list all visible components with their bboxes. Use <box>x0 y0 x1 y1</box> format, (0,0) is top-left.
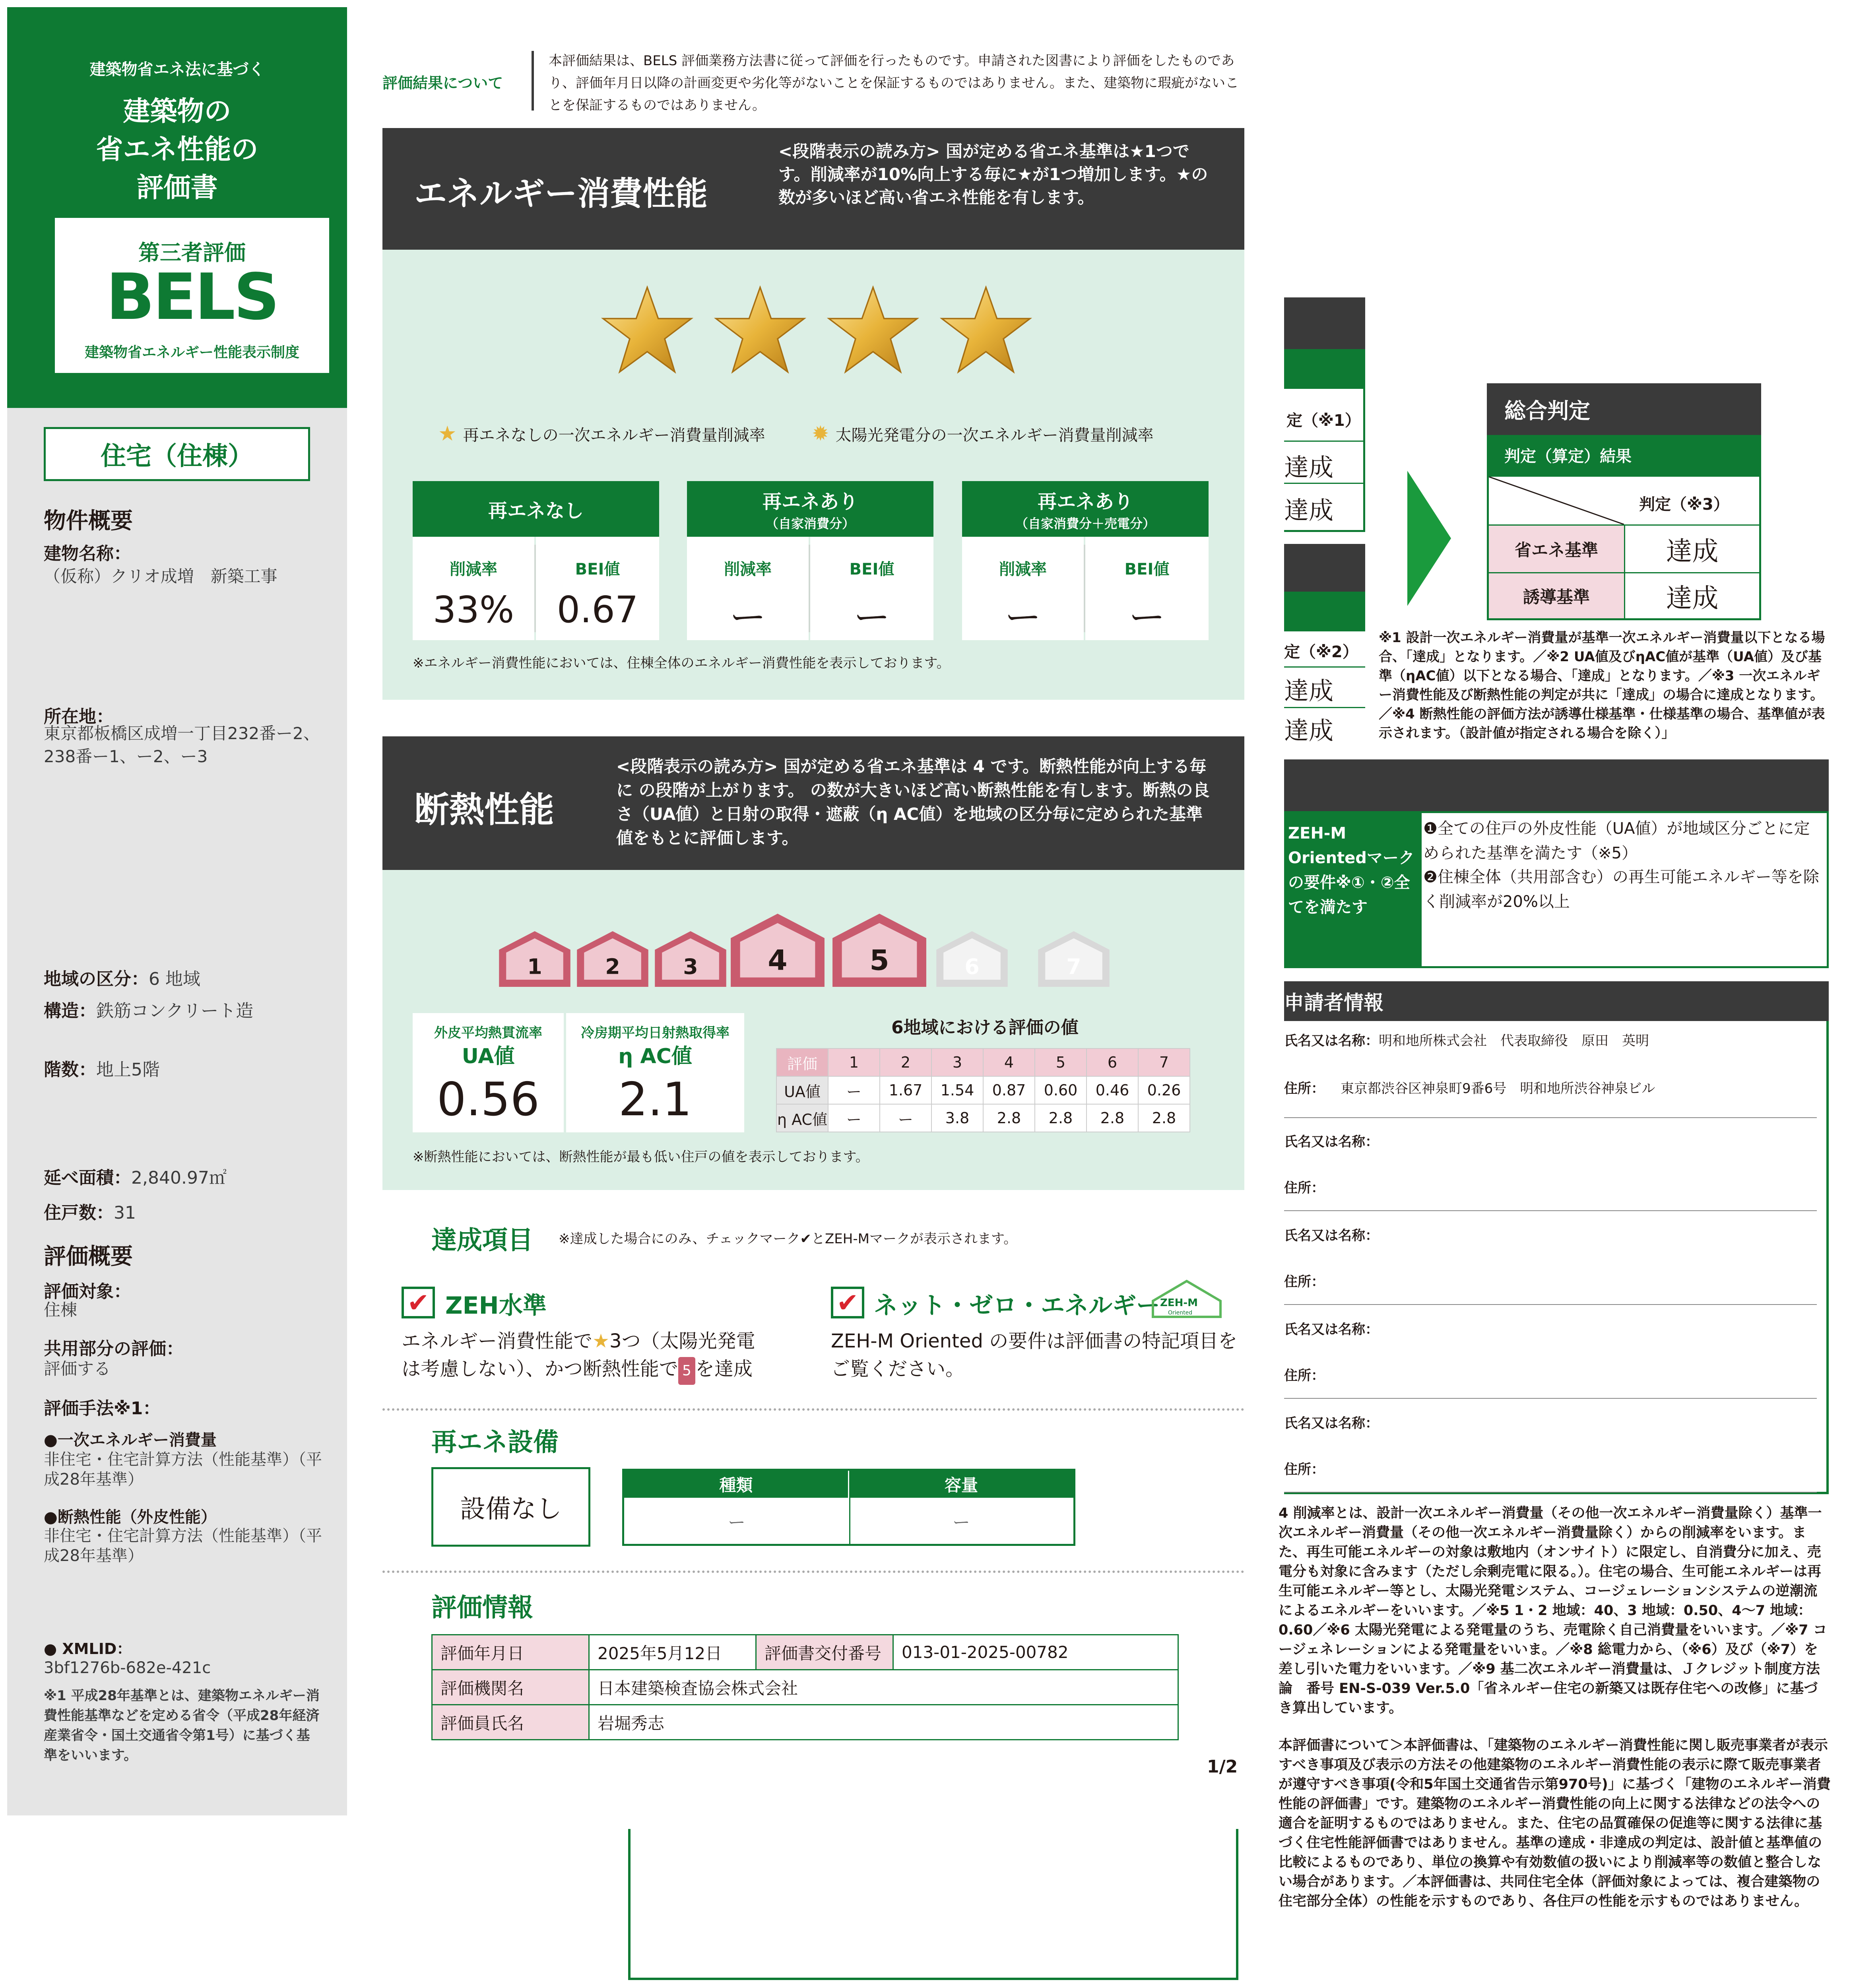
region-row <box>44 965 200 990</box>
p2-left-line-2 <box>1284 483 1363 484</box>
energy-box-title: 再エネあり <box>1037 490 1133 513</box>
bels-logo: BELS <box>106 260 278 334</box>
grade-house-icon <box>934 931 1010 988</box>
eval-date-label: 評価年月日 <box>432 1635 589 1670</box>
renewable-table <box>622 1469 1075 1546</box>
p2-judge-2a: 達成 <box>1284 676 1334 705</box>
star-legend-1 <box>438 422 765 446</box>
reduction-rate-value: 33% <box>433 588 514 631</box>
net-zero-check-icon: ✔ <box>831 1287 864 1318</box>
grade-table-cell: 1.67 <box>880 1076 931 1104</box>
applicant-row <box>1284 1117 1817 1211</box>
p2-left-box-2 <box>1284 631 1365 763</box>
zeh-text-2: 3つ（太陽光発電 <box>609 1330 755 1352</box>
grade-table-cell: ー <box>828 1076 880 1104</box>
ua-box <box>413 1013 564 1132</box>
grade-table-cell: 評価 <box>776 1048 828 1076</box>
grade-table-cell: 1 <box>828 1048 880 1076</box>
area-row <box>44 1163 227 1189</box>
reduction-rate-value: ー <box>1004 596 1041 639</box>
energy-note: ※エネルギー消費性能においては、住棟全体のエネルギー消費性能を表示しております。 <box>413 655 950 671</box>
overall-row2-value: 達成 <box>1624 572 1759 618</box>
eval-no: 013-01-2025-00782 <box>893 1635 1178 1670</box>
insulation-howto: <段階表示の読み方> 国が定める省エネ基準は 4 です。断熱性能が向上する毎に の段階が上がります。 の数が大きいほど高い断熱性能を有します。断熱の良さ（UA値）と日射の取得・遮蔽（η AC値）を地域の区分毎に定められた基準値をもとに評価します。 <box>616 757 1210 848</box>
zeh-m-mark-icon <box>1145 1277 1228 1321</box>
grade-table-cell: ー <box>880 1104 931 1132</box>
star-legend-2 <box>812 422 1154 446</box>
applicant-row-addr-label: 住所： <box>1284 1462 1325 1477</box>
energy-stars <box>601 285 1038 377</box>
p2-left-box-1 <box>1284 389 1365 532</box>
name-label: 建物名称： <box>44 544 131 564</box>
bei-value: ー <box>853 596 890 639</box>
zeh-section-body <box>1284 811 1829 968</box>
grade-table-row <box>776 1104 1190 1132</box>
structure-label: 構造： <box>44 1001 96 1021</box>
overall-row1-label: 省エネ基準 <box>1489 524 1624 572</box>
energy-box-cell-b <box>1085 537 1209 640</box>
svg-text:2: 2 <box>605 954 620 979</box>
energy-box-head <box>962 481 1209 537</box>
overall-diagonal <box>1489 477 1624 524</box>
location-label: 所在地： <box>44 707 114 727</box>
area-value: 2,840.97㎡ <box>131 1168 227 1188</box>
applicant-row-name-label: 氏名又は名称： <box>1284 1322 1379 1338</box>
legend-2-text: 太陽光発電分の一次エネルギー消費量削減率 <box>835 426 1154 445</box>
p2-notes-3: 本評価書について＞本評価書は、「建築物のエネルギー消費性能に関し販売事業者が表示すべき事項及び表示の方法その他建築物のエネルギー消費性能の表示に際て販売事業者が遵守すべき事項(令和5年国土交通省告示第970号)」に基づく「建物のエネルギー消費性能の評価書」です。建築物のエネルギー消費性能の向上に関する法律などの法令への適合を証明するものではありません。また、住宅の品質確保の促進等に関する法律に基づく住宅性能評価書ではありません。基準の達成・非達成の判定は、設計値と基準値の比較によるものであり、単位の換算や有効数値の扱いにより削減率等の数値と整合しない場合があります。／本評価書は、共同住宅全体（評価対象によっては、複合建築物の住宅部分全体）の性能を示すものであり、各住戸の性能を示すものではありません。 <box>1279 1738 1831 1909</box>
title-subtitle: 建築物省エネ法に基づく <box>89 60 265 79</box>
ua-label: UA値 <box>462 1044 515 1068</box>
renewable-none: 設備なし <box>431 1467 590 1547</box>
insulation-grades <box>497 911 1117 987</box>
units-value: 31 <box>114 1203 136 1223</box>
grade-table-cell: 0.46 <box>1087 1076 1138 1104</box>
eval-no-label: 評価書交付番号 <box>756 1635 893 1670</box>
grade-table-row <box>776 1048 1190 1076</box>
svg-text:6: 6 <box>964 954 980 979</box>
property-heading: 物件概要 <box>44 508 133 534</box>
grade-table-cell: 7 <box>1138 1048 1190 1076</box>
floors-row <box>44 1055 160 1081</box>
grade-table-cell: 2 <box>880 1048 931 1076</box>
renewable-col-type: 種類 <box>624 1471 849 1498</box>
grade-table-cell: 2.8 <box>1087 1104 1138 1132</box>
page-number-1: 1/2 <box>1207 1757 1238 1777</box>
legend-1-text: 再エネなしの一次エネルギー消費量削減率 <box>463 426 765 445</box>
p2-left-subheader-2 <box>1284 592 1365 631</box>
insulation-body <box>382 870 1244 1190</box>
applicant-title: 申請者情報 <box>1284 981 1829 1021</box>
area-label: 延べ面積： <box>44 1168 131 1188</box>
overall-table <box>1487 475 1761 620</box>
energy-box-sub: （自家消費分） <box>765 516 855 531</box>
structure-row <box>44 996 253 1022</box>
sun-star-icon: ✹ <box>812 422 829 446</box>
method-footnote: ※1 平成28年基準とは、建築物エネルギー消費性能基準などを定める省令（平成28年経済産業省令・国土交通省令第1号）に基づく基準をいいます。 <box>44 1688 320 1763</box>
title-line-3: 評価書 <box>136 172 218 204</box>
renewable-type-value: ー <box>728 1512 745 1533</box>
grade-house-icon <box>653 931 728 988</box>
eta-value: 2.1 <box>618 1073 692 1126</box>
eval-org-label: 評価機関名 <box>432 1670 589 1705</box>
applicant-row-name-label: 氏名又は名称： <box>1284 1415 1379 1431</box>
applicant-addr-label: 住所： <box>1284 1081 1325 1097</box>
disclaimer-label: 評価結果について <box>382 74 503 92</box>
overall-col-label: 判定（※3） <box>1639 495 1729 514</box>
bottom-frame <box>628 1829 1238 1980</box>
svg-text:1: 1 <box>527 954 542 979</box>
applicant-row-name-label: 氏名又は名称： <box>1284 1228 1379 1244</box>
eta-box <box>566 1013 744 1132</box>
energy-howto: <段階表示の読み方> 国が定める省エネ基準は★1つです。削減率が10%向上する毎に★が1つ増加します。★の数が多いほど高い省エネ性能を有します。 <box>778 142 1208 207</box>
eval-info-table <box>431 1634 1179 1740</box>
applicant-row-name-label: 氏名又は名称： <box>1284 1134 1379 1150</box>
energy-star-icon <box>714 285 806 377</box>
floors-label: 階数： <box>44 1060 96 1080</box>
common-label: 共用部分の評価： <box>44 1339 184 1359</box>
bels-system-label: 建築物省エネルギー性能表示制度 <box>84 344 299 361</box>
eval-summary-heading: 評価概要 <box>44 1244 133 1270</box>
applicant-addr: 東京都渋谷区神泉町9番6号 明和地所渋谷神泉ビル <box>1341 1081 1655 1097</box>
achievement-note: ※達成した場合にのみ、チェックマーク✔とZEH-Mマークが表示されます。 <box>559 1231 1017 1247</box>
zeh-requirement-label: ZEH-M Orientedマークの要件※①・②全てを満たす <box>1284 813 1422 968</box>
overall-subtitle: 判定（算定）結果 <box>1487 435 1761 475</box>
bei-value: ー <box>1128 596 1165 639</box>
energy-box-no-renewable <box>413 481 659 640</box>
grade-house-icon <box>1036 931 1112 988</box>
grade-table-cell: 3 <box>931 1048 983 1076</box>
grade-table-cell: 0.87 <box>983 1076 1035 1104</box>
grade-table-cell: 6 <box>1087 1048 1138 1076</box>
p2-judge-1a: 達成 <box>1284 453 1334 482</box>
energy-method: 非住宅・住宅計算方法（性能基準）（平成28年基準） <box>44 1450 322 1489</box>
zeh-item-1: ❶全ての住戸の外皮性能（UA値）が地域区分ごとに定められた基準を満たす（※5） <box>1423 819 1810 862</box>
zeh-text-5: を達成 <box>695 1358 753 1380</box>
applicant-name-label: 氏名又は名称： <box>1284 1033 1379 1049</box>
bei-label: BEI値 <box>1124 560 1170 579</box>
divider-2 <box>382 1571 1244 1573</box>
energy-box-self-sale <box>962 481 1209 640</box>
zeh-star-icon: ★ <box>592 1330 610 1352</box>
energy-title: エネルギー消費性能 <box>414 175 708 213</box>
xmlid-label: ● XMLID： <box>44 1640 132 1658</box>
units-label: 住戸数： <box>44 1203 114 1223</box>
energy-box-cell-a <box>962 537 1084 640</box>
grade-house-icon <box>497 931 572 988</box>
overall-row1-value: 達成 <box>1624 524 1759 572</box>
grade-table-cell: 2.8 <box>1035 1104 1087 1132</box>
insul-method-label: ●断熱性能（外皮性能） <box>44 1508 217 1526</box>
title-line-1: 建築物の <box>123 96 231 127</box>
p2-left-line-3 <box>1284 666 1365 668</box>
renewable-capacity-value: ー <box>953 1512 970 1533</box>
grade-table-cell: UA値 <box>776 1076 828 1104</box>
svg-text:4: 4 <box>768 944 788 977</box>
applicant-row-addr-label: 住所： <box>1284 1180 1325 1196</box>
svg-text:3: 3 <box>683 954 698 979</box>
grade-table-cell: 3.8 <box>931 1104 983 1132</box>
energy-star-icon <box>940 285 1032 377</box>
grade-table-cell: 2.8 <box>983 1104 1035 1132</box>
p2-judge-1b: 達成 <box>1284 496 1334 525</box>
zeh-text <box>402 1327 799 1385</box>
grade-house-icon <box>575 931 650 988</box>
applicant-row-addr-label: 住所： <box>1284 1368 1325 1384</box>
applicant-row <box>1284 1399 1817 1493</box>
common-value: 評価する <box>44 1359 111 1378</box>
energy-star-icon <box>601 285 693 377</box>
arrow-right-icon <box>1407 471 1451 606</box>
insul-method: 非住宅・住宅計算方法（性能基準）（平成28年基準） <box>44 1527 322 1565</box>
region-value: 6 地域 <box>149 969 200 989</box>
eval-info-title: 評価情報 <box>431 1593 533 1623</box>
zeh-item-2: ❷住棟全体（共用部含む）の再生可能エネルギー等を除く削減率が20%以上 <box>1423 868 1819 911</box>
energy-box-head <box>687 481 933 537</box>
p2-left-line-4 <box>1284 707 1365 708</box>
divider-1 <box>382 1408 1244 1411</box>
grade-house-icon <box>731 914 825 988</box>
energy-box-head <box>413 481 659 537</box>
target-value: 住棟 <box>44 1300 78 1320</box>
zeh-section-header <box>1284 759 1829 811</box>
energy-header <box>382 128 1244 250</box>
property-panel <box>7 408 347 1815</box>
overall-row2-label: 誘導基準 <box>1489 572 1624 618</box>
bei-label: BEI値 <box>575 560 620 579</box>
p2-judge-2-label: 定（※2） <box>1284 643 1358 661</box>
renewable-col-capacity: 容量 <box>849 1471 1073 1498</box>
p2-left-header-2 <box>1284 544 1365 592</box>
p2-left-line-1 <box>1284 441 1363 442</box>
zeh-text-3: は考慮しない）、かつ断熱性能で <box>402 1358 679 1380</box>
p2-judge-2b: 達成 <box>1284 716 1334 745</box>
energy-box-title: 再エネなし <box>488 499 584 522</box>
applicant-row-line <box>1284 1492 1817 1493</box>
disclaimer-divider <box>532 51 534 111</box>
energy-box-cell-b <box>536 537 659 640</box>
location-value: 東京都板橋区成増一丁目232番ー2、238番ー1、ー2、ー3 <box>44 724 320 766</box>
svg-text:5: 5 <box>869 944 889 977</box>
applicant-box <box>1284 1021 1829 1494</box>
applicant-name: 明和地所株式会社 代表取締役 原田 英明 <box>1379 1033 1649 1049</box>
renewable-title: 再エネ設備 <box>431 1428 559 1457</box>
target-label: 評価対象： <box>44 1281 131 1302</box>
energy-box-cell-b <box>810 537 933 640</box>
grade-table-title: 6地域における評価の値 <box>891 1017 1079 1038</box>
units-row <box>44 1198 136 1224</box>
grade-table-row <box>776 1076 1190 1104</box>
xmlid-value: 3bf1276b-682e-421c <box>44 1659 211 1677</box>
building-name: （仮称）クリオ成増 新築工事 <box>44 567 277 586</box>
zeh-title: ZEH水準 <box>445 1292 547 1320</box>
energy-star-icon <box>827 285 919 377</box>
building-type: 住宅（住棟） <box>44 427 310 481</box>
eval-person-label: 評価員氏名 <box>432 1705 589 1740</box>
eval-date: 2025年5月12日 <box>589 1635 756 1670</box>
overall-title: 総合判定 <box>1487 383 1761 435</box>
achievement-title: 達成項目 <box>431 1226 533 1255</box>
applicant-row <box>1284 1305 1817 1399</box>
applicant-blank-rows <box>1284 1117 1817 1491</box>
bei-value: 0.67 <box>557 588 638 631</box>
eval-org: 日本建築検査協会株式会社 <box>589 1670 1178 1705</box>
region-label: 地域の区分： <box>44 969 149 989</box>
energy-box-sub: （自家消費分＋売電分） <box>1015 516 1155 531</box>
energy-box-cell-a <box>687 537 809 640</box>
third-party-label: 第三者評価 <box>138 240 246 265</box>
ua-title: 外皮平均熱貫流率 <box>434 1025 542 1041</box>
applicant-row <box>1284 1211 1817 1305</box>
svg-text:7: 7 <box>1066 954 1081 979</box>
p2-left-subheader-1 <box>1284 349 1365 389</box>
method-label: 評価手法※1： <box>44 1398 161 1419</box>
zeh-text-1: エネルギー消費性能で <box>402 1330 593 1352</box>
reduction-rate-label: 削減率 <box>450 560 497 579</box>
grade-table <box>776 1048 1190 1132</box>
applicant-addr-row <box>1284 1077 1655 1097</box>
net-zero-text: ZEH-M Oriented の要件は評価書の特記項目をご覧ください。 <box>831 1330 1238 1380</box>
energy-body <box>382 250 1244 700</box>
energy-box-title: 再エネあり <box>762 490 858 513</box>
zeh-m-mark-sub: Oriented <box>1168 1310 1193 1316</box>
bei-label: BEI値 <box>849 560 894 579</box>
grade-table-cell: 0.26 <box>1138 1076 1190 1104</box>
grade-house-icon <box>832 914 926 988</box>
applicant-row-addr-label: 住所： <box>1284 1274 1325 1290</box>
reduction-rate-value: ー <box>729 596 766 639</box>
eval-person: 岩堀秀志 <box>589 1705 1178 1740</box>
title-line-2: 省エネ性能の <box>96 134 258 165</box>
p2-notes-1: ※1 設計一次エネルギー消費量が基準一次エネルギー消費量以下となる場合、「達成」となります。／※2 UA値及びηAC値が基準（UA値）及び基準（ηAC値）以下となる場合、「達成」となります。／※3 一次エネルギー消費性能及び断熱性能の判定が共に「達成」の場合に達成となります。／※4 断熱性能の評価方法が誘導仕様基準・仕様基準の場合、基準値が表示されます。（設計値が指定される場合を除く）」 <box>1379 630 1825 741</box>
reduction-rate-label: 削減率 <box>724 560 772 579</box>
zeh-m-mark-text: ZEH-M <box>1160 1297 1198 1309</box>
zeh-grade-icon: 5 <box>678 1357 695 1385</box>
energy-box-cell-a <box>413 537 534 640</box>
p2-left-header-1 <box>1284 297 1365 349</box>
grade-table-cell: 0.60 <box>1035 1076 1087 1104</box>
grade-table-cell: 4 <box>983 1048 1035 1076</box>
reduction-rate-label: 削減率 <box>999 560 1047 579</box>
eta-title: 冷房期平均日射熱取得率 <box>581 1025 730 1041</box>
ua-value: 0.56 <box>437 1073 540 1126</box>
grade-table-cell: ー <box>828 1104 880 1132</box>
energy-method-label: ●一次エネルギー消費量 <box>44 1431 217 1449</box>
p2-judge-1-label: 定（※1） <box>1286 412 1361 430</box>
insulation-header <box>382 736 1244 870</box>
energy-box-self <box>687 481 933 640</box>
zeh-check-icon: ✔ <box>402 1287 435 1318</box>
grade-table-cell: η AC値 <box>776 1104 828 1132</box>
p2-notes-2: 4 削減率とは、設計一次エネルギー消費量（その他一次エネルギー消費量除く）基準一次エネルギー消費量（その他一次エネルギー消費量除く）からの削減率をいます。また、再生可能エネルギーの対象は敷地内（オンサイト）に限定し、自消費分に加え、売電分も対象に含みます（ただし余剰売電に限る。）。住宅の場合、生可能エネルギーは再生可能エネルギー等とし、太陽光発電システム、コージェレーションシステムの逆潮流によるエネルギーをいいます。／※5 1・2 地域：40、3 地域：0.50、4～7 地域：0.60／※6 太陽光発電による発電量のうち、売電除く自己消費量をいいます。／※7 コージェネレーションによる発電量をいいま。／※8 総電力から、（※6）及び（※7）を差し引いた電力をいいます。／※9 基二次エネルギー消費量は、Ｊクレジット制度方法論 番号 EN-S-039 Ver.5.0「省ネルギー住宅の新築又は既存住宅への改修」に基づき算出しています。 <box>1279 1505 1827 1716</box>
disclaimer-text: 本評価結果は、BELS 評価業務方法書に従って評価を行ったものです。申請された図書により評価をしたものであり、評価年月日以降の計画変更や劣化等がないことを保証するものではありません。また、建築物に瑕疵がないことを保証するものではありません。 <box>549 53 1239 113</box>
floors-value: 地上5階 <box>96 1060 160 1080</box>
insulation-note: ※断熱性能においては、断熱性能が最も低い住戸の値を表示しております。 <box>413 1149 869 1165</box>
structure-value: 鉄筋コンクリート造 <box>96 1001 254 1021</box>
net-zero-title: ネット・ゼロ・エネルギー <box>874 1292 1160 1320</box>
insulation-title: 断熱性能 <box>414 789 555 830</box>
applicant-name-row <box>1284 1030 1649 1049</box>
eta-label: η AC値 <box>618 1044 692 1068</box>
bels-logo-box <box>55 218 329 373</box>
grade-table-cell: 5 <box>1035 1048 1087 1076</box>
title-panel <box>7 7 347 408</box>
small-star-icon: ★ <box>438 422 457 446</box>
grade-table-cell: 1.54 <box>931 1076 983 1104</box>
grade-table-cell: 2.8 <box>1138 1104 1190 1132</box>
title-main <box>7 93 347 207</box>
